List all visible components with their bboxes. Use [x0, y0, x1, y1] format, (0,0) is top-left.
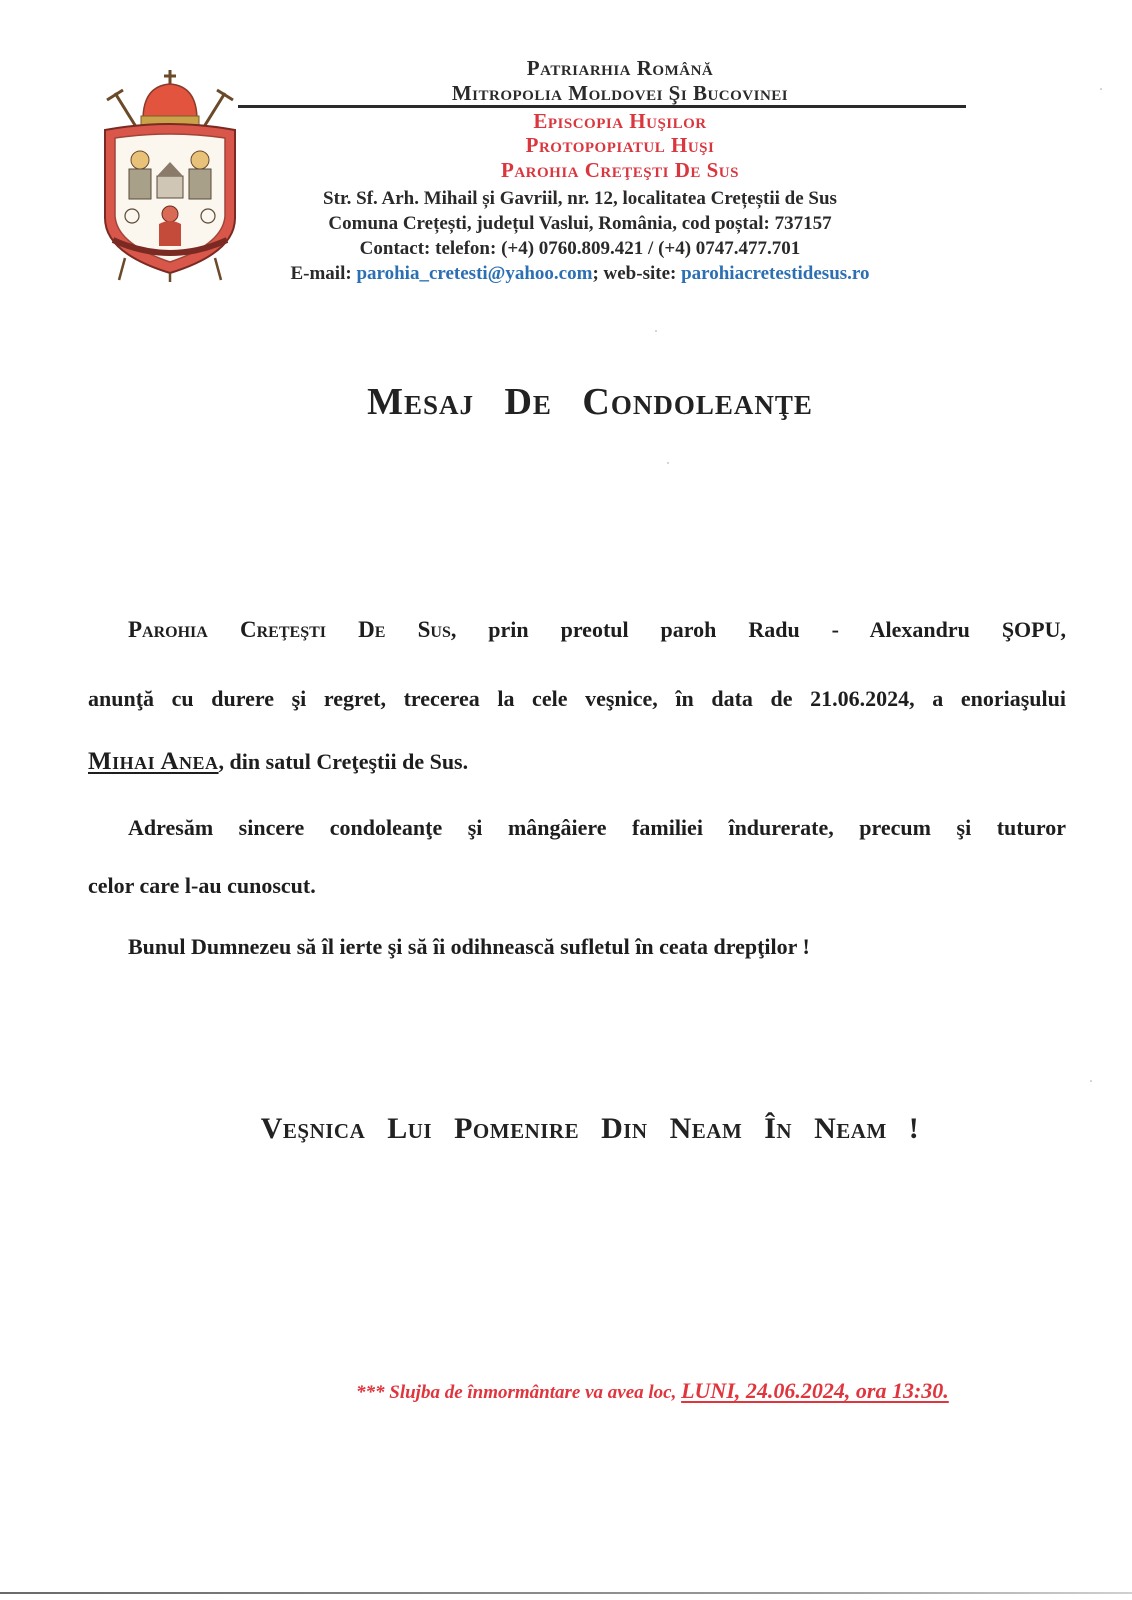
document-title: [200, 380, 980, 424]
contact-phones: Contact: telefon: (+4) 0760.809.421 / (+4) 0747.477.701: [359, 238, 801, 259]
scan-speck: [1090, 1080, 1092, 1082]
funeral-note-prefix: *** Slujba de înmormântare va avea loc,: [356, 1382, 682, 1403]
address-street: Str. Sf. Arh. Mihail și Gavriil, nr. 12, localitatea Crețeștii de Sus: [323, 188, 837, 209]
body-paragraph-4: Adresăm sincere condoleanţe şi mângâiere familiei îndurerate, precum şi tuturor: [128, 815, 1066, 840]
body-paragraph-5: celor care l-au cunoscut.: [88, 873, 316, 898]
village-text: , din satul Creţeştii de Sus.: [218, 749, 469, 774]
parish-name: Parohia Creţeşti De Sus: [128, 617, 451, 642]
address-commune: Comuna Crețești, județul Vaslui, România, cod poștal: 737157: [328, 213, 832, 234]
header-diocese: Episcopia Huşilor: [533, 109, 707, 133]
body-paragraph-6: Bunul Dumnezeu să îl ierte şi să îi odihnească sufletul în ceata drepţilor !: [128, 934, 810, 959]
website-link[interactable]: parohiacretestidesus.ro: [681, 263, 870, 284]
scan-speck: [1100, 88, 1102, 90]
deceased-name: Mihai Anea: [88, 748, 219, 775]
header-metropolis: Mitropolia Moldovei Şi Bucovinei: [451, 81, 789, 105]
coat-of-arms-icon: [95, 68, 245, 283]
funeral-datetime: LUNI, 24.06.2024, ora 13:30.: [681, 1378, 949, 1403]
header-deanery: Protopopiatul Huşi: [525, 133, 715, 157]
separator: ;: [592, 263, 604, 284]
footer-divider: [0, 1592, 1132, 1594]
funeral-note: [356, 1378, 949, 1404]
closing-blessing: Veşnica Lui Pomenire Din Neam În Neam !: [260, 1112, 920, 1145]
header-patriarchate: Patriarhia Română: [526, 56, 714, 80]
title-word: De: [504, 381, 552, 423]
email-label: E-mail:: [290, 263, 357, 284]
body-paragraph-1: [128, 617, 1066, 643]
header-parish: Parohia Creţeşti De Sus: [501, 158, 739, 182]
contact-email-web: [220, 263, 940, 285]
header-divider: [238, 105, 966, 108]
body-paragraph-2: anunţă cu durere şi regret, trecerea la cele veşnice, în data de 21.06.2024, a enoriaşului: [88, 686, 1066, 711]
priest-text: , prin preotul paroh Radu - Alexandru ŞOPU,: [450, 617, 1066, 642]
email-link[interactable]: parohia_cretesti@yahoo.com: [356, 263, 593, 284]
scan-speck: [667, 462, 669, 464]
title-word: Condoleanţe: [582, 381, 813, 423]
scan-speck: [655, 330, 657, 332]
body-paragraph-3: [88, 748, 468, 776]
website-label: web-site:: [603, 263, 682, 284]
title-word: Mesaj: [367, 381, 474, 423]
